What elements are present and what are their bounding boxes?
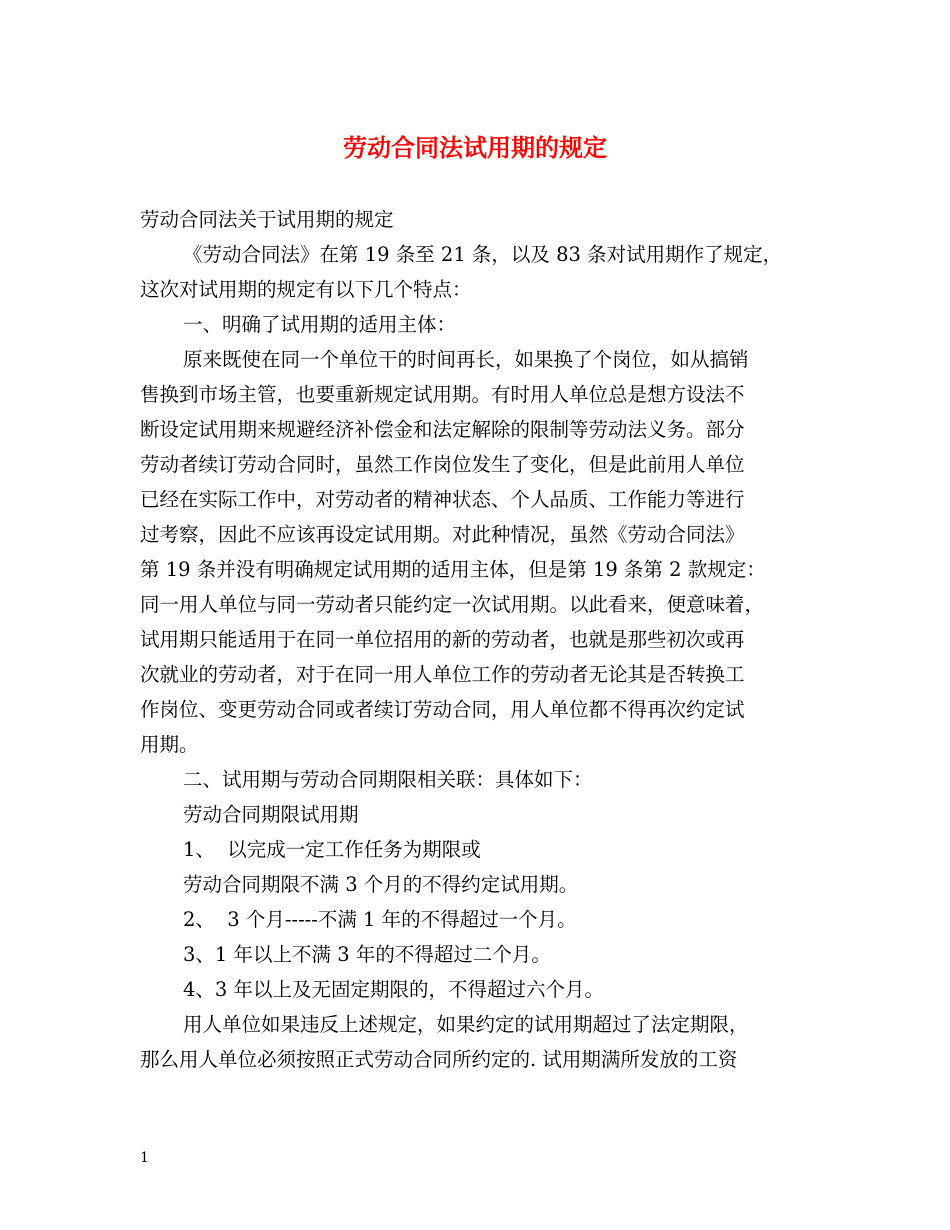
list-item: 2、 3 个月-----不满 1 年的不得超过一个月。 [183, 908, 577, 931]
text-line: 那么用人单位必须按照正式劳动合同所约定的. 试用期满所发放的工资 [140, 1048, 738, 1071]
text-line: 用人单位如果违反上述规定，如果约定的试用期超过了法定期限， [183, 1013, 749, 1036]
text-line: 次就业的劳动者，对于在同一用人单位工作的劳动者无论其是否转换工 [140, 663, 745, 686]
text-line: 售换到市场主管，也要重新规定试用期。有时用人单位总是想方设法不 [140, 383, 745, 406]
text-line: 同一用人单位与同一劳动者只能约定一次试用期。以此看来，便意味着， [140, 593, 765, 616]
text-line: 过考察，因此不应该再设定试用期。对此种情况，虽然《劳动合同法》 [140, 523, 745, 546]
text-line: 试用期只能适用于在同一单位招用的新的劳动者，也就是那些初次或再 [140, 628, 745, 651]
text-line: 作岗位、变更劳动合同或者续订劳动合同，用人单位都不得再次约定试 [140, 698, 745, 721]
text-line: 劳动者续订劳动合同时，虽然工作岗位发生了变化，但是此前用人单位 [140, 453, 745, 476]
text-line: 断设定试用期来规避经济补偿金和法定解除的限制等劳动法义务。部分 [140, 418, 745, 441]
text-line: 《劳动合同法》在第 19 条至 21 条，以及 83 条对试用期作了规定， [183, 243, 783, 266]
page-number: 1 [140, 1150, 149, 1166]
text-line: 原来既使在同一个单位干的时间再长，如果换了个岗位，如从搞销 [183, 348, 749, 371]
text-line: 劳动合同期限不满 3 个月的不得约定试用期。 [183, 873, 579, 896]
text-line: 这次对试用期的规定有以下几个特点： [140, 278, 472, 301]
document-title: 劳动合同法试用期的规定 [343, 133, 607, 162]
list-item: 4、3 年以上及无固定期限的，不得超过六个月。 [183, 978, 605, 1001]
text-line: 劳动合同法关于试用期的规定 [140, 208, 394, 231]
list-item: 1、 以完成一定工作任务为期限或 [183, 838, 481, 861]
section-heading: 一、明确了试用期的适用主体： [183, 313, 457, 336]
text-line: 第 19 条并没有明确规定试用期的适用主体，但是第 19 条第 2 款规定： [140, 558, 766, 581]
text-line: 已经在实际工作中，对劳动者的精神状态、个人品质、工作能力等进行 [140, 488, 745, 511]
document-body [140, 202, 830, 1077]
list-item: 3、1 年以上不满 3 年的不得超过二个月。 [183, 943, 551, 966]
text-line: 劳动合同期限试用期 [183, 803, 359, 826]
text-line: 用期。 [140, 733, 199, 756]
section-heading: 二、试用期与劳动合同期限相关联：具体如下： [183, 768, 593, 791]
